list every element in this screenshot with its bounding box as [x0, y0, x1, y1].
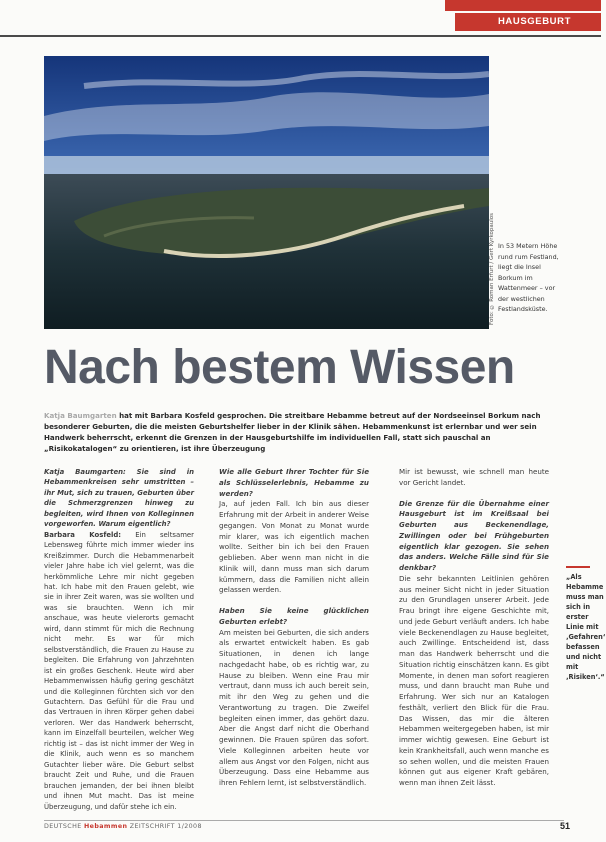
header-accent-bar: [445, 0, 601, 11]
answer-speaker: Barbara Kosfeld:: [44, 530, 122, 539]
page-number: 51: [560, 821, 571, 831]
article-headline: Nach bestem Wissen: [44, 341, 515, 394]
header-rule: [0, 35, 601, 37]
interview-answer: Am meisten bei Geburten, die sich anders als erwartet entwickelt haben. Es gab Situationen, in denen ich lange nachgedacht habe, ob es richtig war, zu Hause zu bleiben. Wenn eine Frau mir vertraut, dann muss ich auch bereit sein, mit ihr den Weg zu gehen und die Verantwortung zu tragen. Die Zweifel begleiten einen immer, das gehört dazu. Aber die Angst darf nicht die Oberhand gewinnen. Die Frauen spüren das sofort. Viele Kolleginnen arbeiten heute vor allem aus Angst vor den Folgen, nicht aus Überzeugung. Dass eine Hebamme aus ihren Fehlern lernt, ist selbstverständlich.: [219, 627, 369, 787]
text-column-3: [399, 467, 549, 789]
lead-text: hat mit Barbara Kosfeld gesprochen. Die streitbare Hebamme betreut auf der Nordseeinsel Borkum nach besonderer Geburten, die die meisten Geburtshelfer lieber in der Klinik sähen. Hebammenkunst ist erlernbar und wer sein Handwerk beherrscht, erkennt die Grenzen in der Hausgeburtshilfe im individuellen Fall, statt sich pauschal an „Risikokatalogen“ zu orientieren, ist ihre Überzeugung: [44, 411, 541, 453]
interview-answer: [44, 530, 194, 812]
interview-answer: Die sehr bekannten Leitlinien gehören aus meiner Sicht nicht in jeder Situation zu den Grundlagen unserer Arbeit. Jede Frau bringt ihre eigene Geschichte mit, und jede Geburt verläuft anders. Ich habe viele Beckenendlagen zu Hause begleitet, auch Zwillinge. Entscheidend ist, dass man das Handwerk beherrscht und die Situation richtig einschätzen kann. Es gibt Momente, in denen man sofort reagieren muss, und dann braucht man Ruhe und Erfahrung. Wer sich nur an Katalogen festhält, verliert den Blick für die Frau. Das Wissen, das mir die älteren Hebammen weitergegeben haben, ist mir immer wichtig gewesen. Eine Geburt ist kein Krankheitsfall, auch wenn manche es so sehen wollen, und die meisten Frauen können gut aus eigener Kraft gebären, wenn man ihnen Zeit lässt.: [399, 573, 549, 787]
interview-answer: Mir ist bewusst, wie schnell man heute vor Gericht landet.: [399, 467, 549, 487]
footer-rule: [44, 820, 564, 821]
footer-brand: Hebammen: [84, 823, 128, 830]
text-column-2: [219, 467, 369, 789]
article-lead: [44, 410, 564, 454]
aerial-island-photo: [44, 56, 489, 329]
interview-question: Haben Sie keine glücklichen Geburten erlebt?: [219, 606, 369, 626]
interview-answer: Ja, auf jeden Fall. Ich bin aus dieser Erfahrung mit der Arbeit in anderer Weise gegangen. Von Monat zu Monat wurde mir klarer, was ich eigentlich machen wollte. Seither bin ich bei den Frauen geblieben. Aber wenn man nicht in die Klinik will, dann muss man sich darum kümmern, dass die Familien nicht allein gelassen werden.: [219, 499, 369, 595]
photo-credit: Foto: © Roman Erfurt / Gert Kyrkopaulos: [489, 212, 495, 325]
interview-question: Wie alle Geburt Ihrer Tochter für Sie als Schlüsselerlebnis, Hebamme zu werden?: [219, 467, 369, 498]
section-label: HAUSGEBURT: [455, 13, 601, 31]
island-photo-graphic: [44, 56, 489, 329]
footer-publication: [44, 823, 202, 830]
pull-quote: „Als Hebamme muss man sich in erster Linie mit ‚Gefahren‘ befassen und nicht mit ‚Risiken‘.“: [566, 573, 606, 681]
text-column-1: [44, 467, 194, 812]
interview-question: Katja Baumgarten: Sie sind in Hebammenkreisen sehr umstritten – ihr Mut, sich zu trauen, Geburten über die Schmerzgrenzen hinweg zu begleiten, wird Ihnen von Kolleginnen vorgeworfen. Warum eigentlich?: [44, 468, 194, 529]
photo-caption: In 53 Metern Höhe rund rum Festland, liegt die Insel Borkum im Wattenmeer – vor der westlichen Festlandsküste.: [498, 242, 559, 313]
footer-prefix: DEUTSCHE: [44, 823, 84, 830]
interview-question: Die Grenze für die Übernahme einer Hausgeburt ist im Kreißsaal bei Geburten aus Beckenendlage, Zwillingen oder bei Frühgeburten eigentlich klar gezogen. Sie sehen das anders. Welche Fälle sind für Sie denkbar?: [399, 498, 549, 572]
lead-author: Katja Baumgarten: [44, 411, 117, 420]
answer-text: Ein seltsamer Lebensweg führte mich immer wieder ins Kreißzimmer. Durch die Hebammenarbeit vieler Jahre habe ich viel gelernt, was die herkömmliche Lehre mir nicht gegeben hat. Ich habe mit den Frauen gelebt, wie sie in ihrer Zeit waren, was sie wollten und was sie brauchten. Wenn ich mir anschaue, was heute vielerorts gemacht wird, dann stimmt für mich die Rechnung nicht mehr. Es war für mich selbstverständlich, die Frauen zu Hause zu begleiten. Die Erfahrung von Jahrzehnten ist ein großes Geschenk. Heute wird aber Hebammenwissen häufig gering geschätzt und die Kolleginnen fürchten sich vor den Gutachtern. Das Gefühl für die Frau und das Vertrauen in ihren Körper gehen dabei verloren. Wer das Handwerk beherrscht, kann im Einzelfall beurteilen, welcher Weg richtig ist – das ist nicht immer der Weg in die Klinik, auch wenn es so manchem Gutachter lieber wäre. Die Geburt selbst braucht Zeit und Ruhe, und die Frauen brauchen jemanden, der bei ihnen bleibt und ihnen Mut macht. Das ist meine Überzeugung, und dafür stehe ich ein.: [44, 530, 195, 811]
footer-suffix: ZEITSCHRIFT 1/2008: [127, 823, 202, 830]
